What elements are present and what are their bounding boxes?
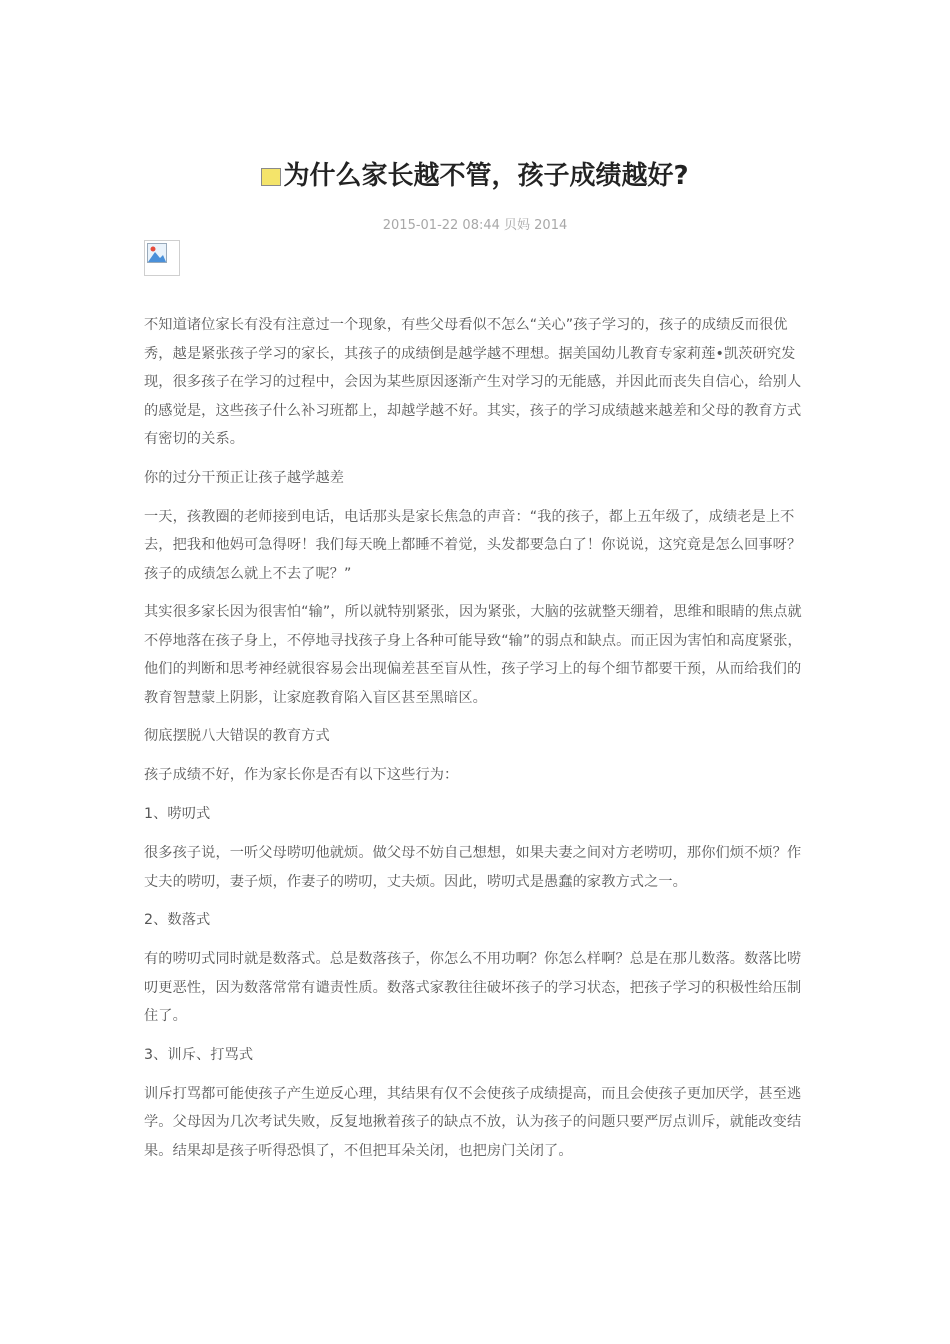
body-paragraph: 很多孩子说，一听父母唠叨他就烦。做父母不妨自己想想，如果夫妻之间对方老唠叨，那你们烦不烦？作丈夫的唠叨，妻子烦，作妻子的唠叨，丈夫烦。因此，唠叨式是愚蠢的家教方式之一。 — [144, 845, 802, 890]
article-body — [144, 311, 808, 1175]
body-paragraph: 孩子成绩不好，作为家长你是否有以下这些行为： — [144, 767, 459, 783]
body-paragraph: 训斥打骂都可能使孩子产生逆反心理，其结果有仅不会使孩子成绩提高，而且会使孩子更加厌学，甚至逃学。父母因为几次考试失败，反复地揪着孩子的缺点不放，认为孩子的问题只要严厉点训斥，就能改变结果。结果却是孩子听得恐惧了，不但把耳朵关闭，也把房门关闭了。 — [144, 1085, 802, 1159]
broken-image-icon — [261, 168, 281, 186]
image-placeholder-icon — [147, 243, 167, 263]
list-item-heading: 2、数落式 — [144, 912, 211, 928]
body-paragraph: 有的唠叨式同时就是数落式。总是数落孩子，你怎么不用功啊？你怎么样啊？总是在那儿数落。数落比唠叨更恶性，因为数落常常有谴责性质。数落式家教往往破坏孩子的学习状态，把孩子学习的积极性给压制住了。 — [144, 951, 802, 1024]
list-item-heading: 1、唠叨式 — [144, 806, 211, 822]
article-meta: 2015-01-22 08:44 贝妈 2014 — [382, 218, 568, 233]
section-heading: 彻底摆脱八大错误的教育方式 — [144, 728, 330, 744]
article-title: 为什么家长越不管，孩子成绩越好? — [283, 161, 689, 191]
list-item-heading: 3、训斥、打骂式 — [144, 1046, 254, 1063]
article-title-row — [0, 158, 950, 194]
section-heading: 你的过分干预正让孩子越学越差 — [144, 469, 345, 486]
body-paragraph: 一天，孩教圈的老师接到电话，电话那头是家长焦急的声音：“我的孩子，都上五年级了，成绩老是上不去，把我和他妈可急得呀！我们每天晚上都睡不着觉，头发都要急白了！你说说，这究竟是怎么回事呀？孩子的成绩怎么就上不去了呢？” — [144, 508, 802, 582]
body-paragraph: 其实很多家长因为很害怕“输”，所以就特别紧张，因为紧张，大脑的弦就整天绷着，思维和眼睛的焦点就不停地落在孩子身上，不停地寻找孩子身上各种可能导致“输”的弱点和缺点。而正因为害怕和高度紧张，他们的判断和思考神经就很容易会出现偏差甚至盲从性，孩子学习上的每个细节都要干预，从而给我们的教育智慧蒙上阴影，让家庭教育陷入盲区甚至黑暗区。 — [144, 604, 802, 706]
broken-image-placeholder — [144, 240, 180, 276]
body-paragraph: 不知道诸位家长有没有注意过一个现象，有些父母看似不怎么“关心”孩子学习的，孩子的成绩反而很优秀，越是紧张孩子学习的家长，其孩子的成绩倒是越学越不理想。据美国幼儿教育专家莉莲•凯茨研究发现，很多孩子在学习的过程中，会因为某些原因逐渐产生对学习的无能感，并因此而丧失自信心，给别人的感觉是，这些孩子什么补习班都上，却越学越不好。其实，孩子的学习成绩越来越差和父母的教育方式有密切的关系。 — [144, 317, 802, 447]
